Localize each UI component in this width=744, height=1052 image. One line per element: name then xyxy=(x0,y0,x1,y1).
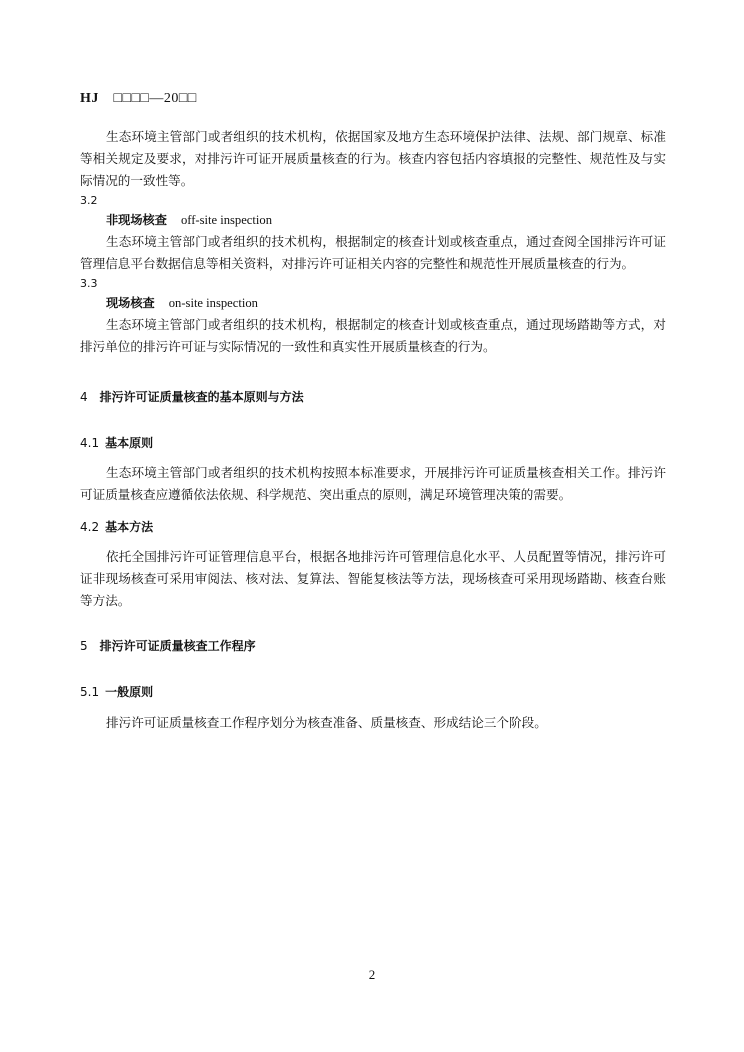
heading-section-4 xyxy=(80,388,304,405)
heading-5-number: 5 xyxy=(80,639,88,653)
heading-4-number: 4 xyxy=(80,390,88,404)
heading-5-1-number: 5.1 xyxy=(80,685,100,699)
term-3-3 xyxy=(106,292,666,314)
heading-4-title: 排污许可证质量核查的基本原则与方法 xyxy=(99,390,304,404)
section-4-1-body xyxy=(80,462,666,506)
paragraph-4-1: 生态环境主管部门或者组织的技术机构按照本标准要求，开展排污许可证质量核查相关工作。排污许可证质量核查应遵循依法依规、科学规范、突出重点的原则，满足环境管理决策的需要。 xyxy=(80,465,666,502)
page-number: 2 xyxy=(368,967,376,982)
heading-4-2-title: 基本方法 xyxy=(105,520,154,534)
definition-3-2: 生态环境主管部门或者组织的技术机构，根据制定的核查计划或核查重点，通过查阅全国排污许可证管理信息平台数据信息等相关资料，对排污许可证相关内容的完整性和规范性开展质量核查的行为。 xyxy=(80,234,666,271)
section-5-1-body xyxy=(80,712,666,734)
heading-section-5-1 xyxy=(80,683,153,700)
standard-header xyxy=(80,91,197,107)
paragraph-5-1: 排污许可证质量核查工作程序划分为核查准备、质量核查、形成结论三个阶段。 xyxy=(106,715,547,730)
definition-3-3: 生态环境主管部门或者组织的技术机构，根据制定的核查计划或核查重点，通过现场踏勘等方式，对排污单位的排污许可证与实际情况的一致性和真实性开展质量核查的行为。 xyxy=(80,317,666,354)
heading-5-title: 排污许可证质量核查工作程序 xyxy=(99,639,256,653)
heading-4-1-title: 基本原则 xyxy=(105,436,154,450)
term-3-2-zh: 非现场核查 xyxy=(106,213,167,227)
term-3-2 xyxy=(106,209,666,231)
heading-section-4-1 xyxy=(80,434,153,451)
standard-code: □□□□—20□□ xyxy=(113,91,197,106)
heading-section-4-2 xyxy=(80,518,153,535)
term-3-2-en: off-site inspection xyxy=(180,213,272,227)
term-3-3-en: on-site inspection xyxy=(168,296,258,310)
heading-section-5 xyxy=(80,637,256,654)
heading-5-1-title: 一般原则 xyxy=(105,685,154,699)
standard-prefix: HJ xyxy=(80,91,99,106)
section-3-terms xyxy=(80,126,666,358)
clause-number-3-3: 3.3 xyxy=(80,277,98,290)
section-4-2-body xyxy=(80,546,666,612)
term-3-3-zh: 现场核查 xyxy=(106,296,155,310)
paragraph-4-2: 依托全国排污许可证管理信息平台，根据各地排污许可管理信息化水平、人员配置等情况，排污许可证非现场核查可采用审阅法、核对法、复算法、智能复核法等方法，现场核查可采用现场踏勘、核查台账等方法。 xyxy=(80,549,666,608)
clause-number-3-2: 3.2 xyxy=(80,194,98,207)
heading-4-2-number: 4.2 xyxy=(80,520,100,534)
definition-3-1: 生态环境主管部门或者组织的技术机构，依据国家及地方生态环境保护法律、法规、部门规章、标准等相关规定及要求，对排污许可证开展质量核查的行为。核查内容包括内容填报的完整性、规范性及与实际情况的一致性等。 xyxy=(80,129,666,188)
heading-4-1-number: 4.1 xyxy=(80,436,100,450)
